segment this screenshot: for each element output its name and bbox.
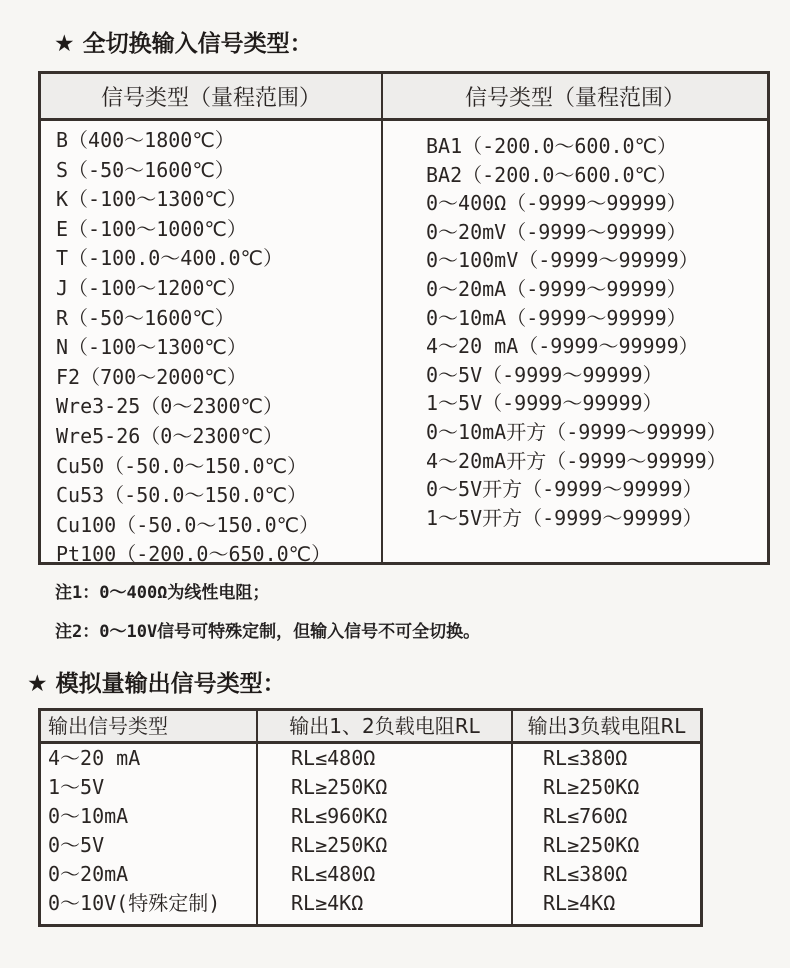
note-2: 注2：0～10V信号可特殊定制，但输入信号不可全切换。: [55, 622, 481, 642]
table-cell: RL≥4KΩ: [291, 891, 364, 915]
table-row: 0～10mA（-9999～99999）: [426, 305, 687, 330]
output-table-header-rl12: 输出1、2负载电阻RL: [258, 711, 511, 744]
table-row: 1～5V开方（-9999～99999）: [426, 505, 703, 530]
table-row: BA1（-200.0～600.0℃）: [426, 134, 678, 158]
input-table-header-right: 信号类型（量程范围）: [464, 86, 685, 111]
table-row: Wre5-26（0～2300℃）: [56, 423, 283, 448]
table-row: BA2（-200.0～600.0℃）: [426, 162, 678, 187]
table-row: 0～10mA开方（-9999～99999）: [426, 419, 727, 444]
table-row: 0～5V开方（-9999～99999）: [426, 477, 703, 502]
table-row: S（-50～1600℃）: [56, 157, 235, 182]
table-cell: 1～5V: [48, 775, 105, 799]
table-row: K（-100～1300℃）: [56, 187, 247, 212]
input-table-left-column: [41, 121, 383, 567]
table-row: E（-100～1000℃）: [56, 216, 247, 241]
table-cell: RL≥250KΩ: [543, 775, 640, 799]
input-table-right-column: [383, 121, 767, 564]
input-table-header-row: [41, 74, 767, 121]
table-row: 0～100mV（-9999～99999）: [426, 248, 699, 273]
table-row: Cu100（-50.0～150.0℃）: [56, 512, 320, 537]
output-table-col-rl3: [513, 711, 700, 924]
table-row: 1～5V（-9999～99999）: [426, 391, 663, 416]
table-row: B（400～1800℃）: [56, 128, 235, 152]
table-cell: RL≥250KΩ: [543, 833, 640, 857]
table-cell: 0～10mA: [48, 804, 129, 828]
table-cell: RL≤480Ω: [291, 746, 376, 770]
output-table-col-rl12: [258, 711, 513, 924]
table-cell: RL≤380Ω: [543, 746, 628, 770]
output-signal-section-title: ★ 模拟量输出信号类型：: [27, 671, 286, 697]
table-cell: RL≤380Ω: [543, 862, 628, 886]
table-row: Cu53（-50.0～150.0℃）: [56, 483, 308, 508]
output-table-header-type: 输出信号类型: [41, 711, 256, 744]
output-table-col-type: [41, 711, 258, 924]
table-cell: RL≥250KΩ: [291, 775, 388, 799]
table-row: 0～400Ω（-9999～99999）: [426, 191, 687, 216]
note-1: 注1：0～400Ω为线性电阻；: [55, 583, 270, 603]
table-row: T（-100.0～400.0℃）: [56, 246, 283, 271]
table-cell: 4～20 mA: [48, 746, 141, 770]
output-table-header-rl3: 输出3负载电阻RL: [513, 711, 700, 744]
table-cell: RL≤760Ω: [543, 804, 628, 828]
table-cell: RL≥4KΩ: [543, 891, 616, 915]
table-cell: RL≤960KΩ: [291, 804, 388, 828]
table-row: R（-50～1600℃）: [56, 305, 235, 330]
output-signal-table: [38, 708, 703, 927]
table-cell: 0～20mA: [48, 862, 129, 886]
table-cell: 0～5V: [48, 833, 105, 857]
input-signal-table: [38, 71, 770, 565]
table-row: 0～5V（-9999～99999）: [426, 362, 663, 387]
input-signal-section-title: ★ 全切换输入信号类型：: [54, 31, 313, 57]
table-row: 4～20mA开方（-9999～99999）: [426, 448, 727, 473]
table-row: N（-100～1300℃）: [56, 335, 247, 360]
table-row: F2（700～2000℃）: [56, 364, 247, 389]
table-row: Wre3-25（0～2300℃）: [56, 394, 283, 419]
table-cell: RL≤480Ω: [291, 862, 376, 886]
table-row: Pt100（-200.0～650.0℃）: [56, 542, 332, 567]
table-cell: RL≥250KΩ: [291, 833, 388, 857]
table-row: 4～20 mA（-9999～99999）: [426, 334, 699, 359]
table-row: 0～20mV（-9999～99999）: [426, 219, 687, 244]
table-row: Cu50（-50.0～150.0℃）: [56, 453, 308, 478]
table-row: 0～20mA（-9999～99999）: [426, 276, 687, 301]
table-cell: 0～10V(特殊定制): [48, 891, 221, 915]
input-table-header-left: 信号类型（量程范围）: [41, 74, 383, 118]
table-row: J（-100～1200℃）: [56, 275, 247, 300]
